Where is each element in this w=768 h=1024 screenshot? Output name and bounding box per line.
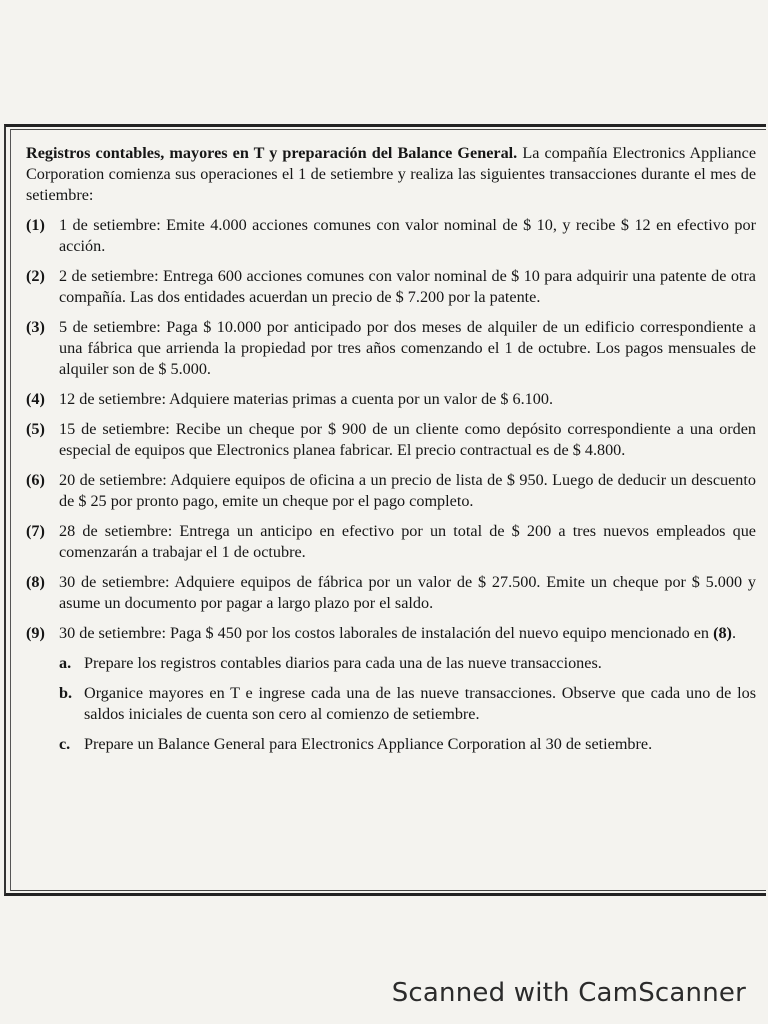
problem-intro-text: La compañía Electronics Appliance Corporation comienza sus operaciones el 1 de setiembre y realiza las siguientes transacciones durante el mes de setiembre: (26, 144, 757, 204)
task-text: Organice mayores en T e ingrese cada una de las nueve transacciones. Observe que cada uno de los saldos iniciales de cuenta son cero al comienzo de setiembre. (84, 684, 756, 723)
transaction-1 (26, 215, 756, 257)
transaction-number: (9) (26, 624, 45, 642)
transaction-number: (6) (26, 471, 45, 489)
transaction-7 (26, 521, 756, 563)
transaction-9-end: . (731, 624, 736, 642)
transaction-text: 12 de setiembre: Adquiere materias primas a cuenta por un valor de $ 6.100. (59, 390, 554, 408)
transaction-number: (8) (26, 573, 45, 591)
transaction-4 (26, 389, 756, 410)
task-c (59, 734, 756, 755)
camscanner-watermark: Scanned with CamScanner (391, 978, 746, 1008)
transaction-text: 2 de setiembre: Entrega 600 acciones comunes con valor nominal de $ 10 para adquirir una patente de otra compañía. Las dos entidades acuerdan un precio de $ 7.200 por la patente. (59, 267, 756, 306)
transaction-reference: (8) (713, 624, 732, 642)
task-letter: a. (59, 654, 72, 672)
problem-intro (26, 143, 756, 206)
task-a (59, 653, 756, 674)
transaction-9 (26, 623, 756, 644)
transaction-text: 30 de setiembre: Adquiere equipos de fábrica por un valor de $ 27.500. Emite un cheque por $ 5.000 y asume un documento por pagar a largo plazo por el saldo. (59, 573, 756, 612)
transaction-6 (26, 470, 756, 512)
transaction-text: 20 de setiembre: Adquiere equipos de oficina a un precio de lista de $ 950. Luego de deducir un descuento de $ 25 por pronto pago, emite un cheque por el pago completo. (59, 471, 756, 510)
transaction-number: (2) (26, 267, 45, 285)
transaction-9-text: 30 de setiembre: Paga $ 450 por los costos laborales de instalación del nuevo equipo mencionado en (59, 624, 710, 642)
transaction-text (59, 623, 756, 644)
transaction-3 (26, 317, 756, 380)
transaction-number: (1) (26, 216, 45, 234)
transaction-text: 28 de setiembre: Entrega un anticipo en efectivo por un total de $ 200 a tres nuevos empleados que comenzarán a trabajar el 1 de octubre. (59, 522, 756, 561)
task-b (59, 683, 756, 725)
task-letter: b. (59, 684, 73, 702)
problem-content (26, 143, 756, 764)
problem-title: Registros contables, mayores en T y preparación del Balance General. (26, 144, 518, 162)
task-letter: c. (59, 735, 71, 753)
transaction-text: 1 de setiembre: Emite 4.000 acciones comunes con valor nominal de $ 10, y recibe $ 12 en efectivo por acción. (59, 216, 756, 255)
transaction-number: (4) (26, 390, 45, 408)
transaction-text: 15 de setiembre: Recibe un cheque por $ 900 de un cliente como depósito correspondiente a una orden especial de equipos que Electronics planea fabricar. El precio contractual es de $ 4.800. (59, 420, 756, 459)
transaction-number: (7) (26, 522, 45, 540)
transaction-number: (5) (26, 420, 45, 438)
transaction-8 (26, 572, 756, 614)
transaction-2 (26, 266, 756, 308)
transaction-text: 5 de setiembre: Paga $ 10.000 por anticipado por dos meses de alquiler de un edificio correspondiente a una fábrica que arrienda la propiedad por tres años comenzando el 1 de octubre. Los pagos mensuales de alquiler son de $ 5.000. (59, 318, 756, 378)
task-text: Prepare un Balance General para Electronics Appliance Corporation al 30 de setiembre. (84, 735, 653, 753)
task-text: Prepare los registros contables diarios para cada una de las nueve transacciones. (84, 654, 602, 672)
transaction-number: (3) (26, 318, 45, 336)
transaction-5 (26, 419, 756, 461)
